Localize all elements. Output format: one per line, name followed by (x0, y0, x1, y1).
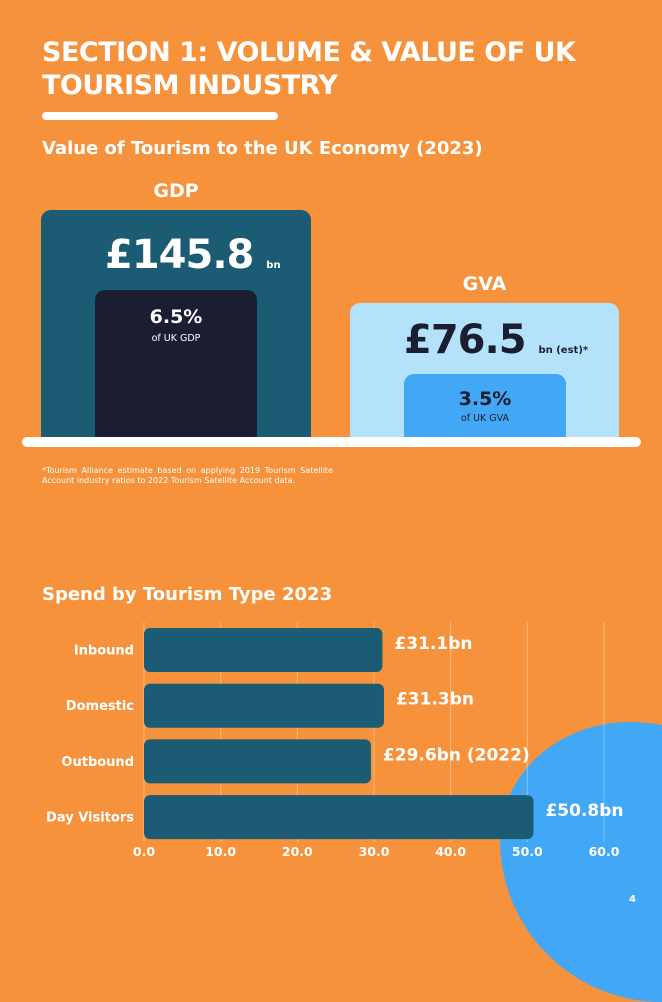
gva-unit: bn (est)* (538, 345, 589, 356)
footnote: *Tourism Alliance estimate based on applying 2019 Tourism Satellite Account industry ratios to 2022 Tourism Satellite Account data. (42, 466, 333, 485)
bar (144, 628, 382, 672)
bar (144, 739, 371, 783)
tick-label: 10.0 (205, 844, 237, 859)
category-label: Outbound (61, 754, 134, 770)
category-label: Day Visitors (46, 810, 134, 826)
page-number: 4 (629, 894, 636, 905)
data-label: £31.1bn (394, 634, 473, 654)
spend-bar-chart (0, 610, 662, 870)
data-label: £31.3bn (395, 689, 475, 710)
gdp-unit: bn (266, 260, 281, 271)
category-label: Inbound (73, 643, 134, 659)
page-title: SECTION 1: VOLUME & VALUE OF UK TOURISM INDUSTRY (42, 37, 576, 101)
gdp-share-caption: of UK GDP (151, 333, 201, 344)
tick-label: 30.0 (358, 844, 390, 859)
tick-label: 0.0 (132, 844, 156, 859)
gdp-card (41, 210, 311, 442)
gdp-share-card (95, 290, 257, 442)
gva-card (350, 303, 619, 442)
gva-value-line (404, 317, 588, 363)
spend-subtitle: Spend by Tourism Type 2023 (42, 584, 333, 605)
tick-label: 60.0 (588, 844, 620, 859)
gva-value: £76.5 (404, 317, 526, 363)
gdp-label: GDP (153, 180, 199, 202)
gdp-value-line (105, 232, 281, 278)
gva-share: 3.5% (458, 388, 512, 410)
title-underline (42, 112, 278, 120)
bar (144, 795, 533, 839)
baseline-bar (22, 437, 641, 447)
bar (144, 684, 384, 728)
tick-label: 40.0 (435, 844, 467, 859)
tick-label: 50.0 (511, 844, 543, 859)
economy-subtitle: Value of Tourism to the UK Economy (2023) (42, 138, 483, 159)
gdp-share: 6.5% (149, 306, 203, 328)
gva-share-caption: of UK GVA (460, 413, 510, 424)
data-label: £29.6bn (2022) (382, 745, 530, 766)
gdp-value: £145.8 (105, 232, 254, 278)
tick-label: 20.0 (281, 844, 313, 859)
gva-label: GVA (462, 273, 507, 295)
data-label: £50.8bn (545, 801, 624, 822)
gva-share-card (404, 374, 566, 442)
category-label: Domestic (65, 699, 134, 715)
